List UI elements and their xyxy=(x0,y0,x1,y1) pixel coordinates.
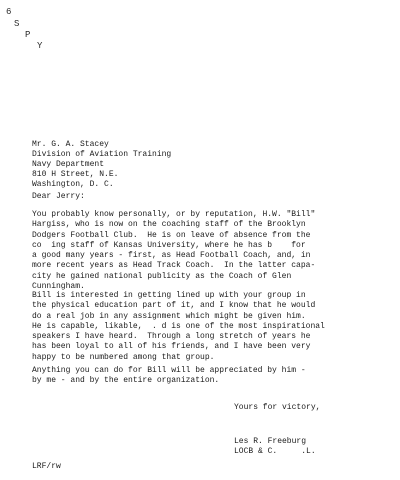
paragraph-line: Dodgers Football Club. He is on leave of absence from the xyxy=(32,230,311,240)
address-line: Mr. G. A. Stacey xyxy=(32,140,109,149)
signer-name: Les R. Freeburg xyxy=(234,437,307,446)
corner-mark-3: P xyxy=(25,30,31,40)
salutation: Dear Jerry: xyxy=(32,192,85,201)
paragraph-line: Cunningham. xyxy=(32,282,85,292)
paragraph-line: has been loyal to all of his friends, and I have been very xyxy=(32,342,311,352)
corner-mark-1: 6 xyxy=(6,7,12,17)
address-line: Washington, D. C. xyxy=(32,180,114,189)
paragraph-line: co ing staff of Kansas University, where he has b for xyxy=(32,240,306,250)
body-paragraph-1 xyxy=(32,210,388,292)
recipient-address xyxy=(32,140,372,190)
paragraph-line: Hargiss, who is now on the coaching staff of the Brooklyn xyxy=(32,220,306,230)
paragraph-line: by me - and by the entire organization. xyxy=(32,376,220,386)
address-line: 810 H Street, N.E. xyxy=(32,170,119,179)
paragraph-line: the physical education part of it, and I know that he would xyxy=(32,301,316,311)
complimentary-close: Yours for victory, xyxy=(234,403,321,412)
paragraph-line: city he gained national publicity as the Coach of Glen xyxy=(32,271,292,281)
paragraph-line: You probably know personally, or by reputation, H.W. "Bill" xyxy=(32,210,316,219)
paragraph-line: do a real job in any assignment which might be given him. xyxy=(32,311,306,321)
paragraph-line: speakers I have heard. Through a long stretch of years he xyxy=(32,332,311,342)
address-line: Division of Aviation Training xyxy=(32,150,172,159)
paragraph-line: Bill is interested in getting lined up with your group in xyxy=(32,291,306,300)
reference-initials: LRF/rw xyxy=(32,462,61,471)
signer-title: LOCB & C. .L. xyxy=(234,447,316,456)
corner-mark-2: S xyxy=(14,19,20,29)
paragraph-line: He is capable, likable, . d is one of the most inspirational xyxy=(32,321,325,331)
paragraph-line: happy to be numbered among that group. xyxy=(32,352,215,362)
paragraph-line: more recent years as Head Track Coach. In the latter capa- xyxy=(32,261,316,271)
signature-block xyxy=(234,437,316,457)
body-paragraph-3 xyxy=(32,366,388,387)
address-line: Navy Department xyxy=(32,160,105,169)
paragraph-line: Anything you can do for Bill will be appreciated by him - xyxy=(32,366,306,375)
corner-mark-4: Y xyxy=(37,41,43,51)
paragraph-line: a good many years - first, as Head Football Coach, and, in xyxy=(32,251,311,261)
body-paragraph-2 xyxy=(32,291,388,363)
